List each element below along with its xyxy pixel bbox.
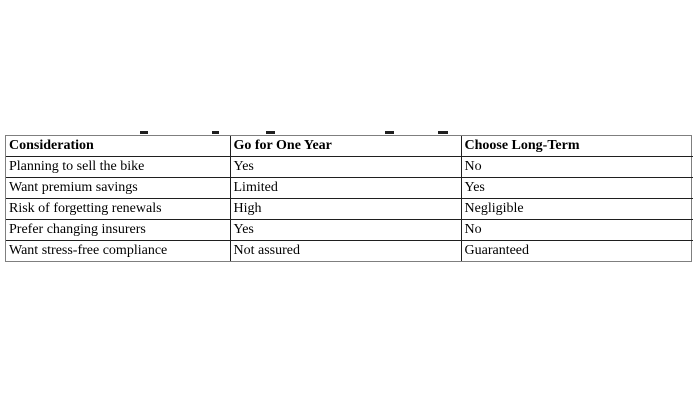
table-row bbox=[6, 199, 693, 220]
table-cell: Negligible bbox=[461, 199, 693, 220]
table-row bbox=[6, 157, 693, 178]
table-cell: Yes bbox=[230, 157, 461, 178]
table-cell: Yes bbox=[461, 178, 693, 199]
clipped-text-artifact bbox=[266, 131, 275, 134]
table-row bbox=[6, 241, 693, 262]
comparison-table-container bbox=[5, 135, 692, 262]
table-cell: Planning to sell the bike bbox=[6, 157, 230, 178]
table-row bbox=[6, 220, 693, 241]
table-cell: High bbox=[230, 199, 461, 220]
table-cell: Guaranteed bbox=[461, 241, 693, 262]
table-header-row bbox=[6, 136, 693, 157]
table-cell: Risk of forgetting renewals bbox=[6, 199, 230, 220]
table-cell: Not assured bbox=[230, 241, 461, 262]
table-header-cell: Choose Long-Term bbox=[461, 136, 693, 157]
table-cell: Want stress-free compliance bbox=[6, 241, 230, 262]
comparison-table bbox=[6, 136, 693, 261]
clipped-text-artifact bbox=[438, 131, 448, 134]
table-cell: Yes bbox=[230, 220, 461, 241]
table-cell: Want premium savings bbox=[6, 178, 230, 199]
table-cell: Limited bbox=[230, 178, 461, 199]
table-cell: Prefer changing insurers bbox=[6, 220, 230, 241]
clipped-text-artifact bbox=[385, 131, 394, 134]
clipped-text-artifact bbox=[140, 131, 148, 134]
table-cell: No bbox=[461, 220, 693, 241]
clipped-text-artifact bbox=[212, 131, 219, 134]
table-row bbox=[6, 178, 693, 199]
table-cell: No bbox=[461, 157, 693, 178]
table-header-cell: Go for One Year bbox=[230, 136, 461, 157]
table-header-cell: Consideration bbox=[6, 136, 230, 157]
